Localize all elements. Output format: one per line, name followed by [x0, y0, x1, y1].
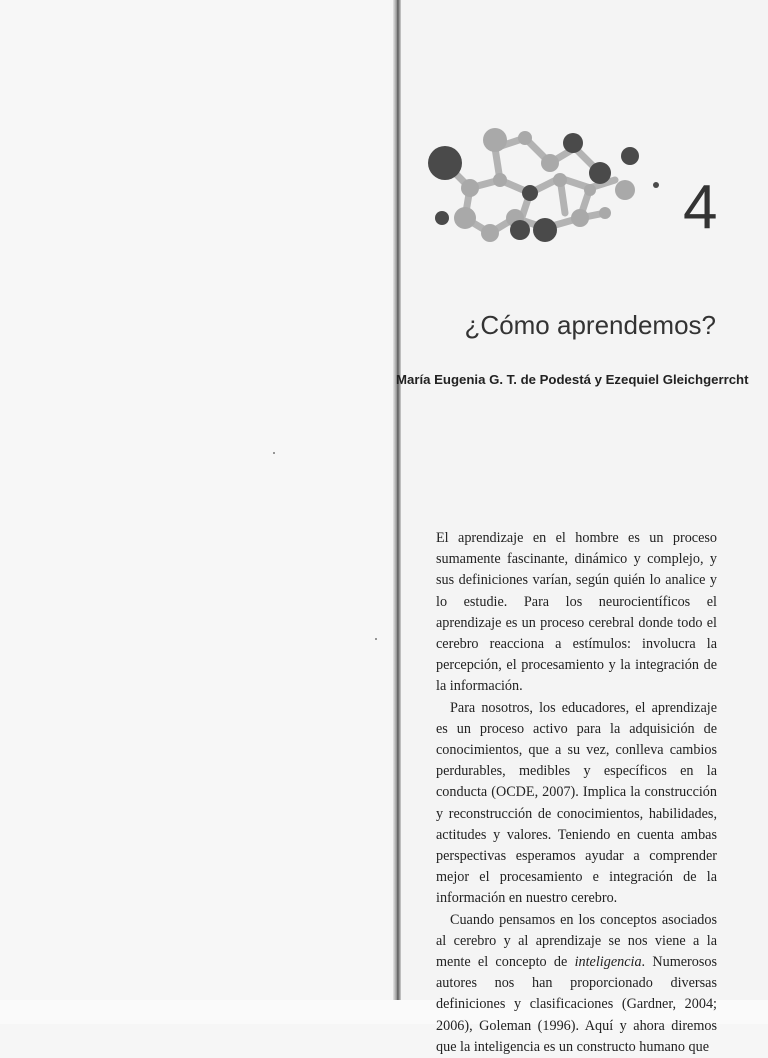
paragraph-3	[436, 910, 717, 1058]
molecule-node	[615, 180, 635, 200]
book-gutter	[393, 0, 401, 1000]
body-text	[436, 528, 717, 1058]
molecule-node	[653, 182, 659, 188]
molecule-node	[461, 179, 479, 197]
molecule-node	[571, 209, 589, 227]
molecule-graphic	[420, 118, 660, 258]
italic-term: inteligencia	[574, 954, 642, 971]
molecule-node	[553, 173, 567, 187]
left-page-blank	[0, 0, 396, 1000]
molecule-node	[584, 184, 596, 196]
molecule-node	[493, 173, 507, 187]
molecule-node	[599, 207, 611, 219]
chapter-number: 4	[683, 173, 716, 242]
chapter-title: ¿Cómo aprendemos?	[464, 310, 716, 340]
molecule-node	[541, 154, 559, 172]
chapter-authors: María Eugenia G. T. de Podestá y Ezequiel Gleichgerrcht	[396, 372, 749, 387]
molecule-node	[533, 218, 557, 242]
paragraph-3-start: Cuando pensamos en los conceptos asociados al cerebro y al aprendizaje se nos viene a la mente el concepto de	[436, 911, 717, 971]
molecule-node	[621, 147, 639, 165]
molecule-node	[563, 133, 583, 153]
molecule-node	[522, 185, 538, 201]
paragraph-2: Para nosotros, los educadores, el aprendizaje es un proceso activo para la adquisición de conocimientos, que a su vez, conlleva cambios perdurables, medibles y específicos en la conducta (OCDE, 2007). Implica la construcción y reconstrucción de conocimientos, habilidades, actitudes y valores. Teniendo en cuenta ambas perspectivas esperamos ayudar a comprender mejor el procesamiento e integración de la información en nuestro cerebro.	[436, 699, 717, 907]
paragraph-3-end: . Numerosos autores nos han proporcionado diversas definiciones y clasificaciones (Gardner, 2004; 2006), Goleman (1996). Aquí y ahora diremos que la inteligencia es un constructo humano que	[436, 954, 717, 1055]
molecule-node	[481, 224, 499, 242]
molecule-node	[435, 211, 449, 225]
molecule-node	[510, 220, 530, 240]
paragraph-1: El aprendizaje en el hombre es un proceso sumamente fascinante, dinámico y complejo, y sus definiciones varían, según quién lo analice y lo estudie. Para los neurocientíficos el aprendizaje es un proceso cerebral donde todo el cerebro reacciona a estímulos: involucra la percepción, el procesamiento y la integración de la información.	[436, 530, 717, 695]
molecule-node	[518, 131, 532, 145]
scan-speck	[273, 452, 275, 454]
molecule-node	[454, 207, 476, 229]
scan-speck	[375, 638, 377, 640]
molecule-node	[483, 128, 507, 152]
molecule-node	[428, 146, 462, 180]
molecule-node	[589, 162, 611, 184]
